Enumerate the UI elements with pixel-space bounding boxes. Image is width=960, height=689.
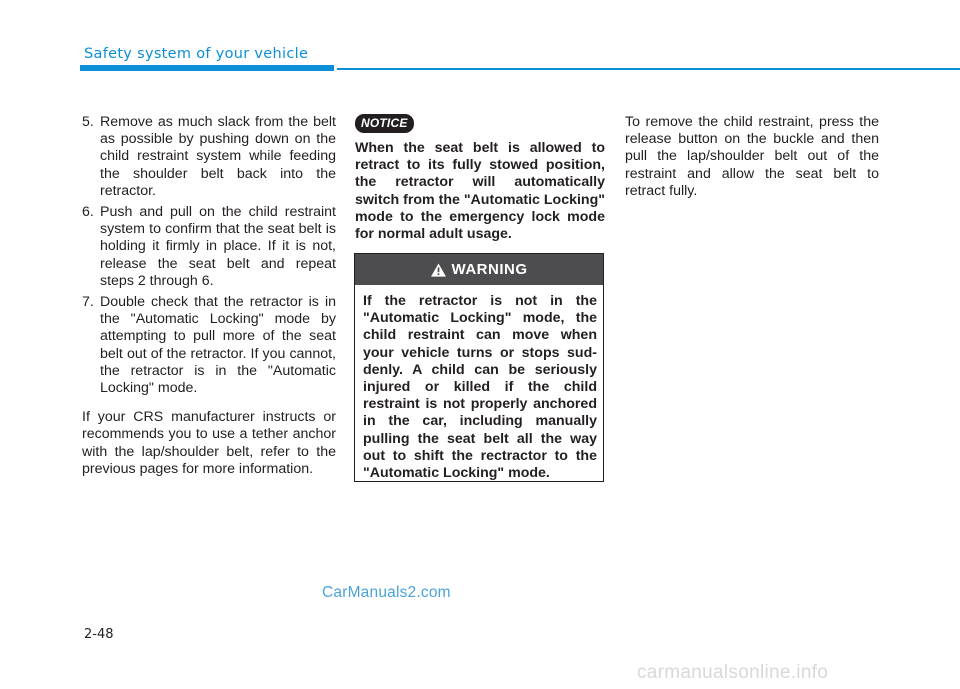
- step-text: Push and pull on the child restraint system to confirm that the seat belt is holding it firmly in place. If it is not, release the seat belt and repeat steps 2 through 6.: [100, 204, 336, 289]
- warning-title: WARNING: [451, 261, 528, 278]
- notice-text: When the seat belt is allowed to retract to its fully stowed position, the retractor will automatically switch from the "Automatic Locking" mode to the emergency lock mode for normal adult usage.: [355, 140, 605, 243]
- step-text: Remove as much slack from the belt as possible by pushing down on the child restraint system while feeding the shoulder belt back into the retractor.: [100, 114, 336, 199]
- step-item: [82, 204, 336, 290]
- warning-header: [355, 254, 603, 285]
- notice-badge: NOTICE: [355, 114, 414, 133]
- left-column: [82, 114, 336, 478]
- footer-watermark: carmanualsonline.info: [637, 662, 829, 683]
- step-text: Double check that the retractor is in the "Automatic Locking" mode by attempting to pull more of the seat belt out of the retractor. If you cannot, the retractor is in the "Automatic Locking" mode.: [100, 294, 336, 397]
- step-item: [82, 294, 336, 397]
- step-number: 7.: [82, 294, 94, 311]
- warning-text: If the retractor is not in the "Automatic Locking" mode, the child restraint can move when your vehicle turns or stops sud-denly. A child can be seriously injured or killed if the child restraint is not properly anchored in the car, including manually pulling the seat belt all the way out to shift the rectractor to the "Automatic Locking" mode.: [363, 293, 597, 482]
- step-number: 6.: [82, 204, 94, 221]
- notice-section: [355, 114, 605, 243]
- warning-triangle-icon: [431, 263, 446, 277]
- warning-box: [354, 253, 604, 482]
- tether-paragraph: If your CRS manufacturer instructs or recommends you to use a tether anchor with the lap/shoulder belt, refer to the previous pages for more information.: [82, 409, 336, 477]
- right-column-text: To remove the child restraint, press the release button on the buckle and then pull the lap/shoulder belt out of the restraint and allow the seat belt to retract fully.: [625, 114, 879, 199]
- step-item: [82, 114, 336, 200]
- step-number: 5.: [82, 114, 94, 130]
- page-number: 2-48: [84, 627, 114, 642]
- section-title: Safety system of your vehicle: [84, 46, 309, 62]
- header-rule: [337, 68, 960, 70]
- watermark-link[interactable]: CarManuals2.com: [322, 584, 451, 601]
- header-accent-bar: [80, 65, 334, 71]
